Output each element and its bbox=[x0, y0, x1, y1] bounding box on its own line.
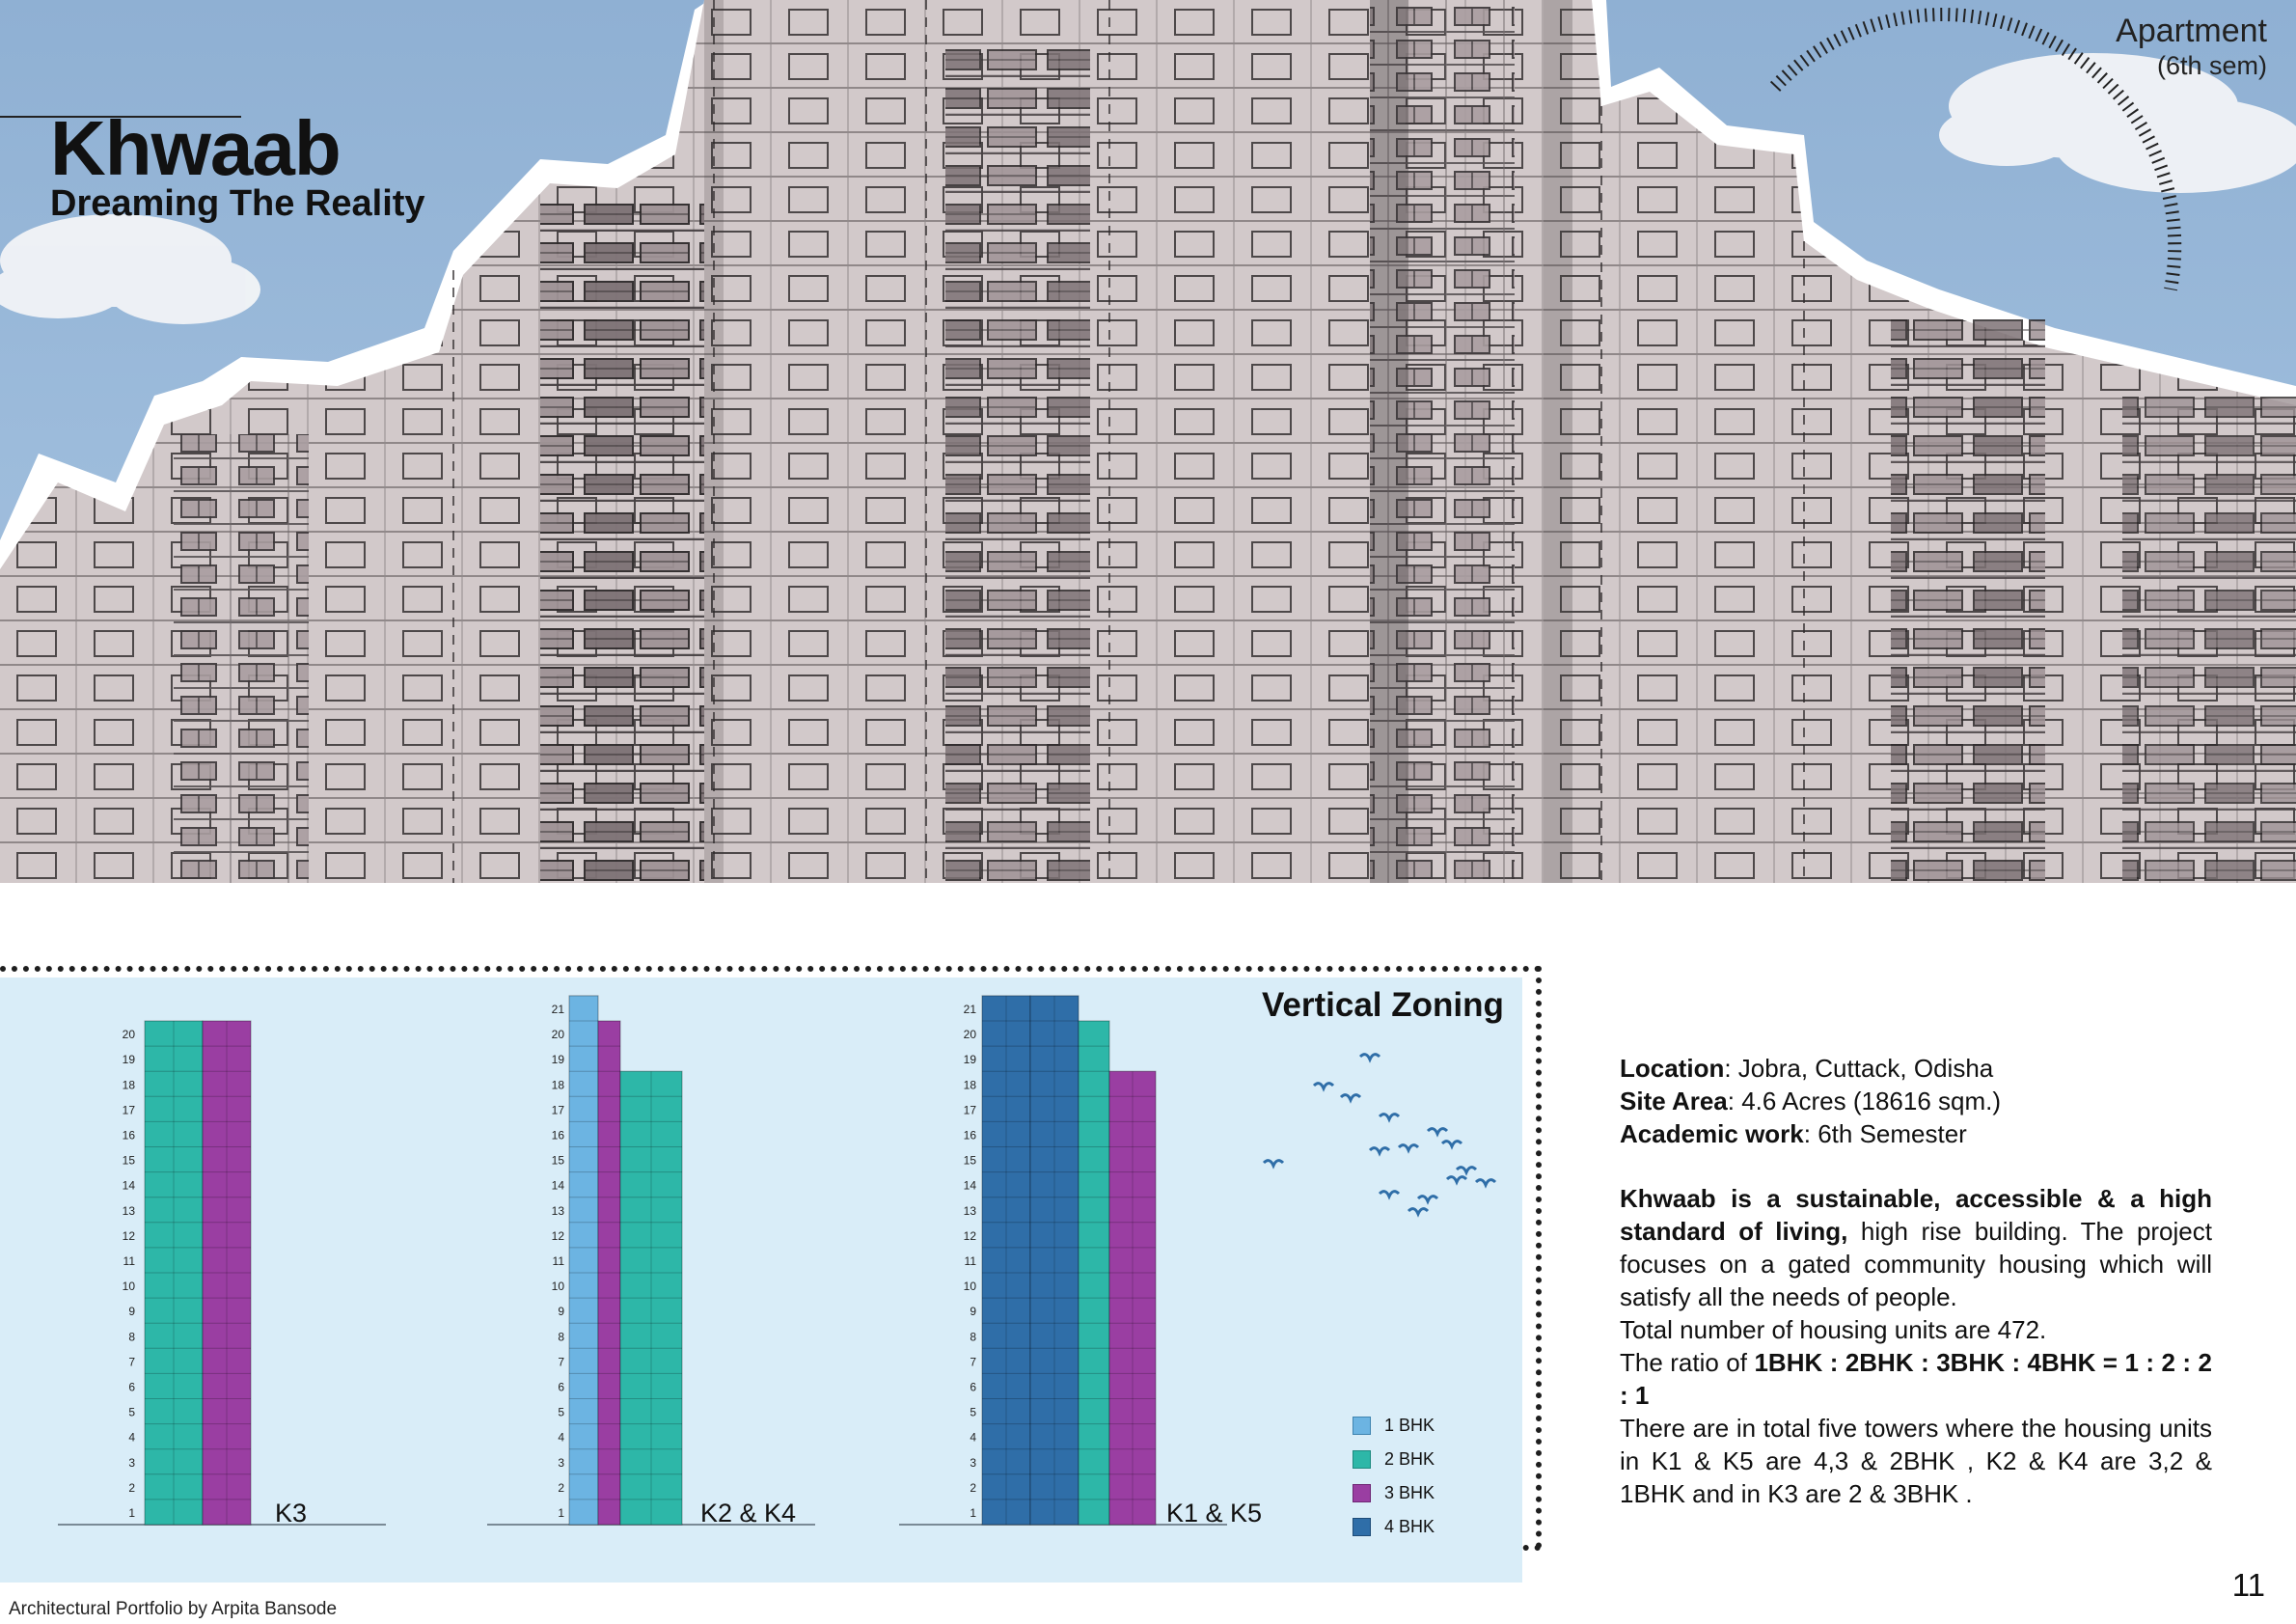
project-info bbox=[1620, 1052, 2212, 1150]
vertical-zoning-title: Vertical Zoning bbox=[1262, 986, 1504, 1024]
legend-item-2bhk bbox=[1353, 1443, 1435, 1476]
floor-tick-label: 20 bbox=[122, 1028, 135, 1042]
site-area-value: : 4.6 Acres (18616 sqm.) bbox=[1727, 1087, 2002, 1115]
legend-label: 1 BHK bbox=[1384, 1416, 1435, 1435]
floor-tick-label: 13 bbox=[122, 1203, 135, 1218]
floor-tick-label: 5 bbox=[558, 1405, 564, 1419]
floor-tick-label: 13 bbox=[551, 1203, 564, 1218]
floor-tick-label: 10 bbox=[122, 1280, 135, 1294]
floor-tick-label: 12 bbox=[963, 1228, 976, 1243]
floor-tick-label: 16 bbox=[551, 1128, 564, 1142]
floor-tick-label: 17 bbox=[122, 1103, 135, 1117]
floor-tick-label: 4 bbox=[558, 1430, 564, 1445]
project-category: Apartment bbox=[2116, 13, 2267, 49]
floor-tick-label: 4 bbox=[128, 1430, 135, 1445]
floor-tick-label: 5 bbox=[128, 1405, 135, 1419]
floor-tick-label: 8 bbox=[970, 1330, 976, 1344]
legend-item-4bhk bbox=[1353, 1510, 1435, 1544]
floor-tick-label: 1 bbox=[970, 1505, 976, 1520]
floor-tick-label: 8 bbox=[558, 1330, 564, 1344]
floor-tick-label: 18 bbox=[122, 1078, 135, 1092]
site-area-line bbox=[1620, 1085, 2212, 1117]
ratio-prefix: The ratio of bbox=[1620, 1348, 1755, 1377]
legend-item-3bhk bbox=[1353, 1476, 1435, 1510]
floor-tick-label: 19 bbox=[551, 1053, 564, 1067]
floor-tick-label: 18 bbox=[551, 1078, 564, 1092]
tower-label-k3: K3 bbox=[275, 1499, 308, 1528]
floor-tick-label: 10 bbox=[963, 1280, 976, 1294]
floor-tick-label: 2 bbox=[970, 1480, 976, 1495]
location-label: Location bbox=[1620, 1054, 1725, 1083]
legend-label: 3 BHK bbox=[1384, 1483, 1435, 1502]
floor-tick-label: 19 bbox=[122, 1053, 135, 1067]
floor-tick-label: 7 bbox=[128, 1355, 135, 1369]
floor-tick-label: 9 bbox=[970, 1305, 976, 1319]
floor-tick-label: 16 bbox=[963, 1128, 976, 1142]
towers-line: There are in total five towers where the housing units in K1 & K5 are 4,3 & 2BHK , K2 & K4 are 3,2 & 1BHK and in K3 are 2 & 3BHK . bbox=[1620, 1414, 2212, 1508]
floor-tick-label: 11 bbox=[552, 1253, 564, 1268]
academic-value: : 6th Semester bbox=[1803, 1119, 1967, 1148]
academic-line bbox=[1620, 1117, 2212, 1150]
legend-item-1bhk bbox=[1353, 1409, 1435, 1443]
tower-label-k2-k4: K2 & K4 bbox=[700, 1499, 797, 1528]
floor-tick-label: 12 bbox=[122, 1228, 135, 1243]
page-subtitle: Dreaming The Reality bbox=[50, 183, 425, 224]
description-lead bbox=[1620, 1182, 2212, 1313]
vertical-zoning-panel bbox=[0, 968, 1534, 1585]
floor-tick-label: 3 bbox=[970, 1455, 976, 1470]
legend-swatch bbox=[1353, 1518, 1371, 1536]
floor-tick-label: 20 bbox=[963, 1028, 976, 1042]
floor-tick-label: 13 bbox=[963, 1203, 976, 1218]
unit-type-legend bbox=[1353, 1409, 1435, 1544]
tower-label-k1-k5: K1 & K5 bbox=[1166, 1499, 1263, 1528]
legend-label: 4 BHK bbox=[1384, 1517, 1435, 1536]
project-description bbox=[1620, 1182, 2212, 1510]
legend-swatch bbox=[1353, 1484, 1371, 1502]
ratio-line bbox=[1620, 1346, 2212, 1412]
floor-tick-label: 6 bbox=[970, 1380, 976, 1394]
floor-tick-label: 19 bbox=[963, 1053, 976, 1067]
floor-tick-label: 11 bbox=[964, 1253, 976, 1268]
unit-bar-1bhk bbox=[569, 996, 598, 1525]
floor-tick-label: 4 bbox=[970, 1430, 976, 1445]
floor-tick-label: 12 bbox=[551, 1228, 564, 1243]
floor-tick-label: 10 bbox=[551, 1280, 564, 1294]
project-tag bbox=[2116, 12, 2267, 81]
floor-tick-label: 3 bbox=[128, 1455, 135, 1470]
floor-tick-label: 7 bbox=[970, 1355, 976, 1369]
floor-tick-label: 14 bbox=[122, 1178, 135, 1193]
site-area-label: Site Area bbox=[1620, 1087, 1728, 1115]
floor-tick-label: 17 bbox=[963, 1103, 976, 1117]
floor-tick-label: 1 bbox=[128, 1505, 135, 1520]
floor-tick-label: 11 bbox=[123, 1253, 135, 1268]
ratio-value: 1BHK : 2BHK : 3BHK : 4BHK = 1 : 2 : 2 : 1 bbox=[1620, 1348, 2212, 1410]
floor-tick-label: 3 bbox=[558, 1455, 564, 1470]
description-lead-bold: Khwaab is a sustainable, accessible & a high standard of living, bbox=[1620, 1184, 2212, 1246]
academic-label: Academic work bbox=[1620, 1119, 1804, 1148]
floor-tick-label: 6 bbox=[128, 1380, 135, 1394]
floor-tick-label: 14 bbox=[551, 1178, 564, 1193]
location-value: : Jobra, Cuttack, Odisha bbox=[1724, 1054, 1994, 1083]
floor-tick-label: 14 bbox=[963, 1178, 976, 1193]
floor-tick-label: 21 bbox=[963, 1002, 976, 1016]
floor-tick-label: 15 bbox=[122, 1153, 135, 1168]
floor-tick-label: 15 bbox=[963, 1153, 976, 1168]
project-semester-tag: (6th sem) bbox=[2156, 51, 2267, 80]
legend-swatch bbox=[1353, 1417, 1371, 1435]
vertical-zoning-chart bbox=[0, 968, 1534, 1585]
floor-tick-label: 18 bbox=[963, 1078, 976, 1092]
floor-tick-label: 5 bbox=[970, 1405, 976, 1419]
portfolio-credit: Architectural Portfolio by Arpita Bansode bbox=[9, 1599, 338, 1619]
page-title: Khwaab bbox=[50, 105, 341, 191]
floor-tick-label: 17 bbox=[551, 1103, 564, 1117]
floor-tick-label: 20 bbox=[551, 1028, 564, 1042]
floor-tick-label: 2 bbox=[558, 1480, 564, 1495]
floor-tick-label: 8 bbox=[128, 1330, 135, 1344]
floor-tick-label: 15 bbox=[551, 1153, 564, 1168]
floor-tick-label: 6 bbox=[558, 1380, 564, 1394]
floor-tick-label: 7 bbox=[558, 1355, 564, 1369]
floor-tick-label: 9 bbox=[558, 1305, 564, 1319]
location-line bbox=[1620, 1052, 2212, 1085]
floor-tick-label: 9 bbox=[128, 1305, 135, 1319]
floor-tick-label: 1 bbox=[558, 1505, 564, 1520]
floor-tick-label: 16 bbox=[122, 1128, 135, 1142]
page-number: 11 bbox=[2231, 1567, 2265, 1603]
description-lead-rest: high rise building. The project focuses on a gated community housing which will satisfy all the needs of people. bbox=[1620, 1217, 2212, 1311]
units-line: Total number of housing units are 472. bbox=[1620, 1315, 2047, 1344]
panel-border-right bbox=[1536, 966, 1542, 1549]
legend-label: 2 BHK bbox=[1384, 1449, 1435, 1469]
floor-tick-label: 2 bbox=[128, 1480, 135, 1495]
legend-swatch bbox=[1353, 1450, 1371, 1469]
floor-tick-label: 21 bbox=[551, 1002, 564, 1016]
